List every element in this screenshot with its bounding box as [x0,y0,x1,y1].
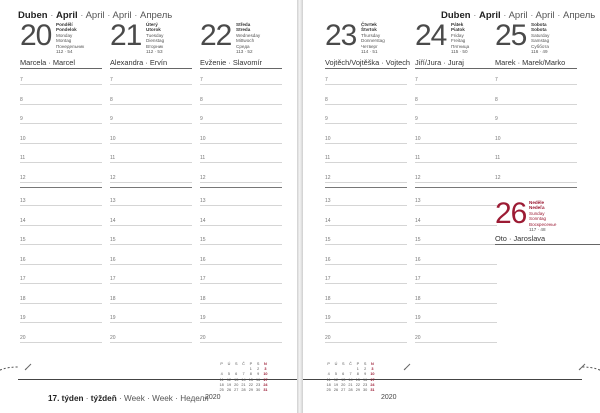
hour-label: 16 [20,256,26,263]
right-page [303,0,600,413]
hour-line [200,96,282,105]
year-label: 2020 [381,394,397,401]
day-column [20,20,102,362]
hour-label: 14 [110,217,116,224]
hour-line [20,276,102,284]
hour-line [20,256,102,265]
hour-label: 12 [20,174,26,181]
hour-label: 14 [20,217,26,224]
hour-line [110,256,192,265]
mini-calendar [218,362,269,393]
mini-cal-row: 11 12 13 14 15 16 17 [326,377,375,382]
pen-icon [403,358,411,366]
hour-label: 15 [110,237,116,243]
mini-cal-header: P Ú S Č P S N [327,362,374,366]
midday-separator [110,187,192,188]
day-names: Pondělí Pondelok Monday Montag Понедельник 112 · 54 [56,22,85,55]
hour-label: 9 [200,116,203,122]
day-number: 24 [415,19,447,52]
hour-label: 7 [20,77,23,83]
hour-line [110,135,192,144]
hour-line [200,116,282,124]
hour-line [20,237,102,245]
hour-label: 7 [415,77,418,83]
hour-line [495,155,577,163]
hour-label: 9 [495,116,498,122]
hour-line [110,217,192,226]
hour-line [110,276,192,284]
hour-line [415,174,497,183]
hour-label: 20 [325,334,331,341]
hour-line [20,217,102,226]
hour-label: 8 [415,96,418,103]
hour-label: 19 [200,315,206,321]
week-footer: 17. týden · týždeň · Week · Week · Неделя [48,394,209,403]
hour-line [200,276,282,284]
hour-line [20,334,102,343]
mini-cal-row: 1 2 3 [249,367,267,372]
hour-line [325,237,407,245]
hour-line [20,77,102,85]
day-column [200,20,282,362]
hour-line [20,135,102,144]
hour-label: 16 [325,256,331,263]
hour-label: 17 [325,276,331,282]
hour-label: 11 [495,155,501,161]
mini-cal-row: 1 2 3 [356,367,374,372]
day-number: 26 [495,197,527,230]
hour-label: 13 [325,198,331,204]
hour-label: 11 [325,155,331,161]
hour-label: 14 [200,217,206,224]
midday-separator [495,187,577,188]
midday-separator [20,187,102,188]
hour-line [110,96,192,105]
hour-label: 13 [20,198,26,204]
hour-line [110,334,192,343]
hour-line [110,77,192,85]
hour-line [110,174,192,183]
hour-line [325,315,407,323]
hour-line [415,295,497,304]
hour-label: 17 [415,276,421,282]
hour-line [200,295,282,304]
hour-line [325,217,407,226]
hour-label: 20 [20,334,26,341]
day-number: 23 [325,19,357,52]
hour-label: 10 [110,135,116,142]
name-day: Jiří/Jura · Juraj [415,58,497,69]
hour-line [200,237,282,245]
hour-label: 12 [200,174,206,181]
hour-label: 17 [110,276,116,282]
left-page [0,0,297,413]
hour-label: 11 [20,155,26,161]
hour-label: 16 [415,256,421,263]
hour-label: 14 [415,217,421,224]
hour-line [415,334,497,343]
hour-line [415,116,497,124]
day-names: Pátek Piatok Friday Freitag Пятница 115 · 50 [451,22,470,55]
day-names: Neděle Nedeľa Sunday Sonntag Воскресенье 117 · 48 [529,200,557,233]
mini-calendar [325,362,376,393]
hour-line [415,276,497,284]
hour-label: 8 [110,96,113,103]
hour-label: 12 [495,174,501,181]
hour-line [415,135,497,144]
hour-line [200,334,282,343]
hour-line [325,174,407,183]
hour-label: 9 [325,116,328,122]
day-names: Úterý Utorok Tuesday Dienstag Вторник 112 · 53 [146,22,165,55]
hour-label: 15 [200,237,206,243]
hour-label: 19 [20,315,26,321]
hour-label: 20 [200,334,206,341]
hour-line [110,198,192,206]
hour-line [20,96,102,105]
hour-label: 10 [415,135,421,142]
hour-line [20,198,102,206]
hour-label: 12 [325,174,331,181]
mini-cal-row: 25 26 27 28 29 30 31 [326,388,375,393]
day-names: Čtvrtek Štvrtok Thursday Donnerstag Четверг 114 · 51 [361,22,385,55]
day-column [415,20,497,362]
hour-line [495,77,577,85]
mini-cal-header: P Ú S Č P S N [220,362,267,366]
hour-label: 8 [325,96,328,103]
midday-separator [325,187,407,188]
hour-label: 18 [20,295,26,302]
midday-separator [200,187,282,188]
day-number: 20 [20,19,52,52]
hour-line [415,96,497,105]
hour-line [20,174,102,183]
corner-curve-left [0,365,20,405]
midday-separator [415,187,497,188]
hour-line [110,155,192,163]
mini-cal-row: 4 5 6 7 8 9 10 [327,372,375,377]
hour-line [200,155,282,163]
hour-line [110,237,192,245]
hour-line [200,174,282,183]
hour-line [415,217,497,226]
hour-label: 16 [110,256,116,263]
day-names: Středa Streda Wednesday Mittwoch Среда 113 · 52 [236,22,261,55]
pen-icon [578,358,586,366]
sunday-entry [495,198,600,250]
day-column [325,19,411,362]
hour-line [200,198,282,206]
mini-cal-row: 4 5 6 7 8 9 10 [220,372,268,377]
hour-label: 9 [110,116,113,122]
hour-line [495,116,577,124]
hour-label: 15 [415,237,421,243]
hour-label: 19 [110,315,116,321]
hour-label: 10 [495,135,501,142]
hour-line [415,155,497,163]
hour-line [325,295,407,304]
hour-line [415,198,497,206]
hour-line [200,256,282,265]
name-day: Oto · Jaroslava [495,234,600,245]
hour-label: 9 [415,116,418,122]
hour-line [110,116,192,124]
hour-label: 10 [325,135,331,142]
hour-line [20,295,102,304]
hour-line [325,135,407,144]
hour-line [325,276,407,284]
hour-label: 13 [200,198,206,204]
hour-label: 20 [110,334,116,341]
hour-line [200,135,282,144]
hour-label: 11 [415,155,421,161]
hour-line [325,116,407,124]
pen-icon [24,358,32,366]
year-label: 2020 [205,394,221,401]
mini-cal-row: 18 19 20 21 22 23 24 [219,382,268,387]
day-number: 22 [200,19,232,52]
hour-line [325,334,407,343]
hour-label: 7 [200,77,203,83]
day-number: 21 [110,19,142,52]
hour-line [110,315,192,323]
hour-label: 8 [20,96,23,103]
hour-line [20,155,102,163]
hour-label: 8 [495,96,498,103]
mini-cal-row: 25 26 27 28 29 30 31 [219,388,268,393]
hour-label: 17 [200,276,206,282]
name-day: Evženie · Slavomír [200,58,282,69]
hour-label: 11 [110,155,116,161]
day-number: 25 [495,19,527,52]
name-day: Marek · Marek/Marko [495,58,577,69]
hour-line [325,77,407,85]
day-column [110,20,192,362]
hour-line [20,315,102,323]
hour-label: 20 [415,334,421,341]
hour-line [200,77,282,85]
hour-label: 18 [415,295,421,302]
hour-label: 7 [325,77,328,83]
hour-line [415,256,497,265]
hour-label: 11 [200,155,206,161]
hour-label: 13 [415,198,421,204]
hour-label: 19 [415,315,421,321]
hour-label: 18 [110,295,116,302]
name-day: Vojtěch/Vojtěška · Vojtech [325,58,411,67]
hour-line [415,77,497,85]
hour-line [110,295,192,304]
hour-line [200,315,282,323]
hour-label: 9 [20,116,23,122]
hour-line [415,237,497,245]
hour-line [325,155,407,163]
hour-line [495,135,577,144]
hour-label: 12 [415,174,421,181]
hour-line [20,116,102,124]
hour-label: 19 [325,315,331,321]
hour-label: 17 [20,276,26,282]
hour-label: 18 [200,295,206,302]
month-header: Duben · April · April · April · Апрель [441,10,596,21]
hour-label: 7 [110,77,113,83]
hour-label: 14 [325,217,331,224]
hour-label: 7 [495,77,498,83]
hour-line [200,217,282,226]
hour-label: 12 [110,174,116,181]
mini-cal-row: 11 12 13 14 15 16 17 [219,377,268,382]
hour-label: 15 [20,237,26,243]
mini-cal-row: 18 19 20 21 22 23 24 [326,382,375,387]
day-column [495,20,577,362]
hour-line [495,96,577,105]
day-names: Sobota Sobota Saturday Samstag Суббота 116 · 49 [531,22,550,55]
name-day: Marcela · Marcel [20,58,102,69]
hour-line [325,198,407,206]
hour-line [325,256,407,265]
hour-label: 15 [325,237,331,243]
hour-line [325,96,407,105]
hour-label: 16 [200,256,206,263]
hour-line [415,315,497,323]
month-header: Duben · April · April · April · Апрель [18,10,173,21]
hour-line [495,174,577,183]
hour-label: 10 [200,135,206,142]
hour-label: 18 [325,295,331,302]
corner-curve-right [580,365,600,405]
hour-label: 10 [20,135,26,142]
hour-label: 13 [110,198,116,204]
hour-label: 8 [200,96,203,103]
name-day: Alexandra · Ervín [110,58,192,69]
